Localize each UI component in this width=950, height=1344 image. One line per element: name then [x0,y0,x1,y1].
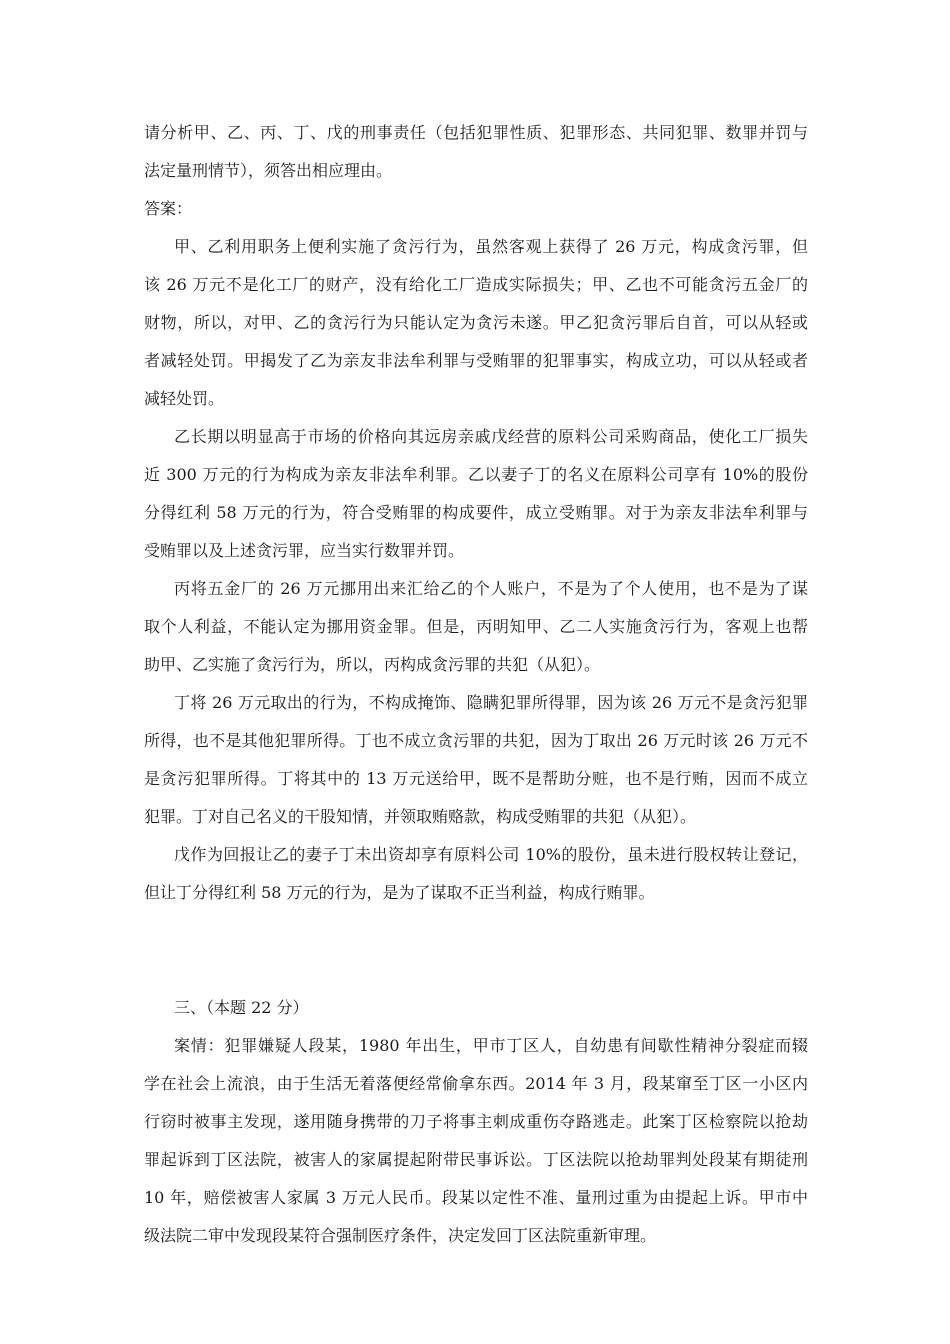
answer-line: 该 26 万元不是化工厂的财产，没有给化工厂造成实际损失；甲、乙也不可能贪污五金厂的 [144,275,808,294]
case-line: 级法院二审中发现段某符合强制医疗条件，决定发回丁区法院重新审理。 [144,1226,657,1245]
answer-line: 取个人利益，不能认定为挪用资金罪。但是，丙明知甲、乙二人实施贪污行为，客观上也帮 [144,617,808,636]
answer-line: 受贿罪以及上述贪污罪，应当实行数罪并罚。 [144,541,465,560]
case-line: 行窃时被事主发现，遂用随身携带的刀子将事主刺成重伤夺路逃走。此案丁区检察院以抢劫 [144,1112,808,1131]
answer-line: 者减轻处罚。甲揭发了乙为亲友非法牟利罪与受贿罪的犯罪事实，构成立功，可以从轻或者 [144,351,808,370]
case-line: 案情：犯罪嫌疑人段某，1980 年出生，甲市丁区人，自幼患有间歇性精神分裂症而辍 [174,1036,808,1055]
answer-line: 是贪污犯罪所得。丁将其中的 13 万元送给甲，既不是帮助分赃，也不是行贿，因而不成立 [144,769,808,788]
question-text-line: 法定量刑情节），须答出相应理由。 [144,161,393,180]
answer-line: 近 300 万元的行为构成为亲友非法牟利罪。乙以妻子丁的名义在原料公司享有 10%的股份 [144,465,808,484]
case-line: 学在社会上流浪，由于生活无着落便经常偷拿东西。2014 年 3 月，段某窜至丁区一小区内 [144,1074,808,1093]
answer-line: 减轻处罚。 [144,389,225,408]
question-text-line: 请分析甲、乙、丙、丁、戊的刑事责任（包括犯罪性质、犯罪形态、共同犯罪、数罪并罚与 [144,123,808,142]
answer-line: 丁将 26 万元取出的行为，不构成掩饰、隐瞒犯罪所得罪，因为该 26 万元不是贪污犯罪 [174,693,808,712]
answer-label: 答案： [144,199,193,218]
answer-line: 戊作为回报让乙的妻子丁未出资却享有原料公司 10%的股份，虽未进行股权转让登记， [174,845,808,864]
case-line: 10 年，赔偿被害人家属 3 万元人民币。段某以定性不准、量刑过重为由提起上诉。甲市中 [144,1188,808,1207]
case-line: 罪起诉到丁区法院，被害人的家属提起附带民事诉讼。丁区法院以抢劫罪判处段某有期徒刑 [144,1150,808,1169]
question-heading: 三、（本题 22 分） [174,998,309,1017]
answer-line: 但让丁分得红利 58 万元的行为，是为了谋取不正当利益，构成行贿罪。 [144,883,655,902]
answer-line: 丙将五金厂的 26 万元挪用出来汇给乙的个人账户，不是为了个人使用，也不是为了谋 [174,579,808,598]
answer-line: 乙长期以明显高于市场的价格向其远房亲戚戊经营的原料公司采购商品，使化工厂损失 [174,427,808,446]
answer-line: 甲、乙利用职务上便利实施了贪污行为，虽然客观上获得了 26 万元，构成贪污罪，但 [174,237,808,256]
answer-line: 所得，也不是其他犯罪所得。丁也不成立贪污罪的共犯，因为丁取出 26 万元时该 26 万元不 [144,731,808,750]
answer-line: 助甲、乙实施了贪污行为，所以，丙构成贪污罪的共犯（从犯）。 [144,655,601,674]
answer-line: 分得红利 58 万元的行为，符合受贿罪的构成要件，成立受贿罪。对于为亲友非法牟利罪与 [144,503,808,522]
answer-line: 财物，所以，对甲、乙的贪污行为只能认定为贪污未遂。甲乙犯贪污罪后自首，可以从轻或 [144,313,808,332]
answer-line: 犯罪。丁对自己名义的干股知情，并领取贿赂款，构成受贿罪的共犯（从犯）。 [144,807,697,826]
